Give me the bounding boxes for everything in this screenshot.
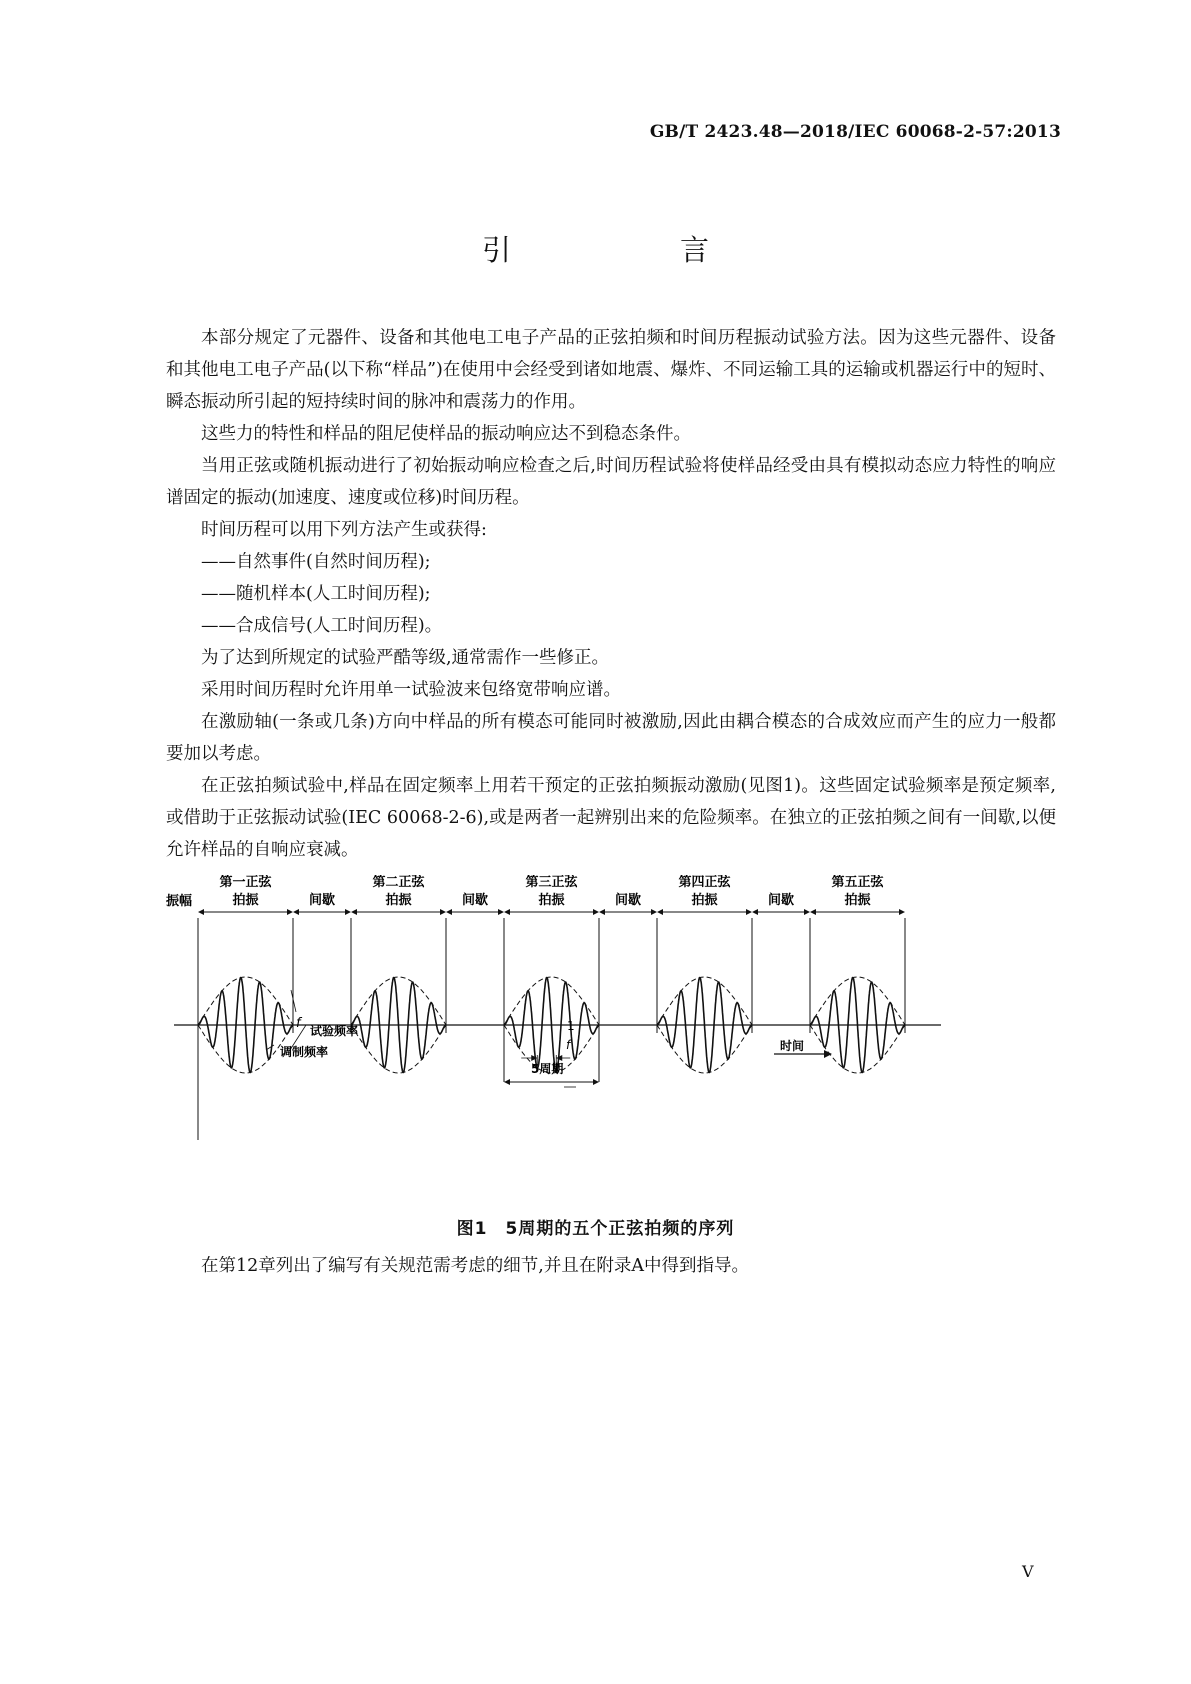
test-frequency-symbol: f xyxy=(296,1016,301,1031)
beat-label: 第四正弦 xyxy=(678,875,731,890)
pause-label: 间歇 xyxy=(767,893,795,908)
pause-label: 间歇 xyxy=(461,893,489,908)
period-numerator: 1 xyxy=(567,1019,575,1033)
paragraph: 时间历程可以用下列方法产生或获得: xyxy=(201,520,487,540)
page-title: 引 言 xyxy=(481,233,779,267)
period-denominator: f xyxy=(566,1038,571,1052)
document-header: GB/T 2423.48—2018/IEC 60068-2-57:2013 xyxy=(649,122,1061,142)
beat-label: 第三正弦 xyxy=(525,875,578,890)
modulation-frequency-label: 调制频率 xyxy=(280,1045,329,1059)
paragraph-after-figure: 在第12章列出了编写有关规范需考虑的细节,并且在附录A中得到指导。 xyxy=(201,1256,749,1276)
cycles-label: 5周期 xyxy=(531,1062,564,1076)
beat-label: 第一正弦 xyxy=(219,875,272,890)
paragraph: 在正弦拍频试验中,样品在固定频率上用若干预定的正弦拍频振动激励(见图1)。这些固定试验频率是预定频率,或借助于正弦振动试验(IEC 60068-2-6),或是两者一起辨别出来的危险频率。在独立的正弦拍频之间有一间歇,以便允许样品的自响应衰减。 xyxy=(166,776,1056,860)
figure-caption: 图1 5周期的五个正弦拍频的序列 xyxy=(456,1219,735,1239)
list-item: ——合成信号(人工时间历程)。 xyxy=(201,616,443,636)
beat-label: 拍振 xyxy=(385,893,412,908)
body-text xyxy=(166,322,1056,866)
paragraph: 在激励轴(一条或几条)方向中样品的所有模态可能同时被激励,因此由耦合模态的合成效应而产生的应力一般都要加以考虑。 xyxy=(166,712,1056,764)
beat-label: 拍振 xyxy=(844,893,871,908)
paragraph: 本部分规定了元器件、设备和其他电工电子产品的正弦拍频和时间历程振动试验方法。因为这些元器件、设备和其他电工电子产品(以下称“样品”)在使用中会经受到诸如地震、爆炸、不同运输工具的运输或机器运行中的短时、瞬态振动所引起的短持续时间的脉冲和震荡力的作用。 xyxy=(166,328,1056,412)
beat-label: 拍振 xyxy=(232,893,259,908)
page-number: V xyxy=(1022,1562,1034,1581)
pause-label: 间歇 xyxy=(308,893,336,908)
amplitude-label: 振幅 xyxy=(166,894,193,909)
paragraph: 为了达到所规定的试验严酷等级,通常需作一些修正。 xyxy=(201,648,610,668)
beat-label: 拍振 xyxy=(538,893,565,908)
figure-1 xyxy=(166,875,1046,1175)
beat-label: 第五正弦 xyxy=(831,875,884,890)
time-arrowhead xyxy=(824,1050,832,1058)
beat-sequence-diagram xyxy=(166,875,1046,1175)
pause-label: 间歇 xyxy=(614,893,642,908)
list-item: ——随机样本(人工时间历程); xyxy=(201,584,431,604)
paragraph: 这些力的特性和样品的阻尼使样品的振动响应达不到稳态条件。 xyxy=(201,424,691,444)
paragraph: 采用时间历程时允许用单一试验波来包络宽带响应谱。 xyxy=(201,680,621,700)
paragraph: 当用正弦或随机振动进行了初始振动响应检查之后,时间历程试验将使样品经受由具有模拟动态应力特性的响应谱固定的振动(加速度、速度或位移)时间历程。 xyxy=(166,456,1056,508)
list-item: ——自然事件(自然时间历程); xyxy=(201,552,431,572)
test-frequency-label: 试验频率 xyxy=(310,1024,359,1038)
beat-label: 第二正弦 xyxy=(372,875,425,890)
time-label: 时间 xyxy=(780,1039,805,1053)
beat-label: 拍振 xyxy=(691,893,718,908)
